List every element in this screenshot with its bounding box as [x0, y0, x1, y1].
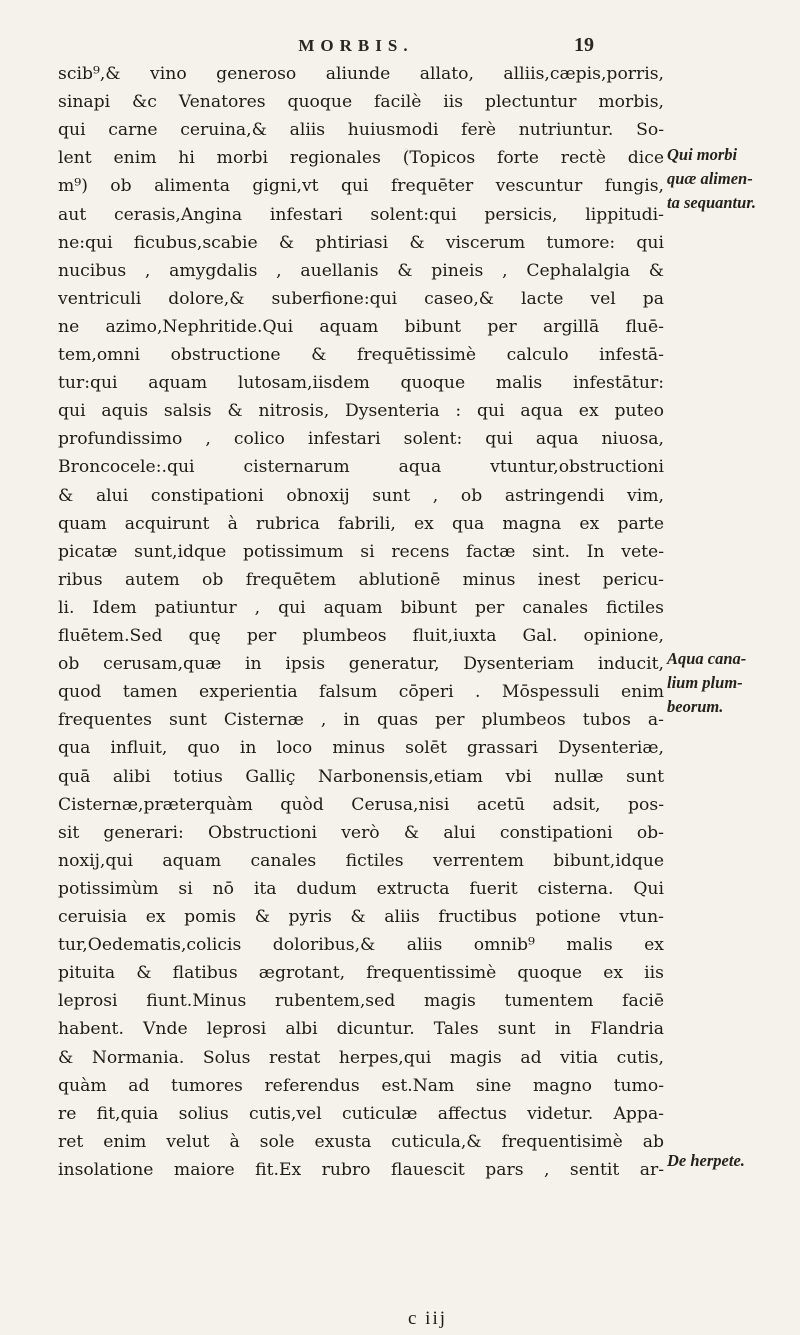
- text-line: quā alibi totius Galliç Narbonensis,etiam vbi nullæ sunt: [58, 766, 664, 787]
- text-line: nucibus , amygdalis , auellanis & pineis , Cephalalgia &: [58, 260, 664, 281]
- text-line: noxij,qui aquam canales fictiles verrentem bibunt,idque: [58, 850, 664, 871]
- text-line: re fit,quia solius cutis,vel cuticulæ affectus videtur. Appa-: [58, 1103, 664, 1124]
- text-line: potissimùm si nō ita dudum extructa fuerit cisterna. Qui: [58, 878, 664, 899]
- text-line: qui aquis salsis & nitrosis, Dysenteria : qui aqua ex puteo: [58, 401, 664, 422]
- margin-note: beorum.: [667, 697, 724, 716]
- text-line: li. Idem patiuntur , qui aquam bibunt per canales fictiles: [58, 597, 664, 618]
- text-line: qui carne ceruina,& aliis huiusmodi ferè nutriuntur. So-: [58, 120, 664, 141]
- text-line: tem,omni obstructione & frequētissimè calculo infestā-: [58, 345, 664, 365]
- text-line: quod tamen experientia falsum cōperi . Mōspessuli enim: [58, 682, 664, 703]
- text-line: aut cerasis,Angina infestari solent:qui persicis, lippitudi-: [58, 204, 664, 225]
- text-line: & alui constipationi obnoxij sunt , ob astringendi vim,: [58, 485, 664, 506]
- text-line: m⁹) ob alimenta gigni,vt qui frequēter vescuntur fungis,: [58, 176, 664, 197]
- running-title: MORBIS.: [298, 36, 414, 55]
- text-line: lent enim hi morbi regionales (Topicos forte rectè dice: [58, 148, 664, 169]
- text-line: ne azimo,Nephritide.Qui aquam bibunt per argillā fluē-: [58, 316, 664, 337]
- text-line: quàm ad tumores referendus est.Nam sine magno tumo-: [58, 1075, 664, 1096]
- text-line: sit generari: Obstructioni verò & alui constipationi ob-: [58, 822, 664, 843]
- text-line: pituita & flatibus ægrotant, frequentissimè quoque ex iis: [58, 963, 664, 984]
- margin-note: lium plum-: [667, 673, 743, 692]
- text-line: fluētem.Sed quę per plumbeos fluit,iuxta Gal. opinione,: [58, 626, 664, 646]
- page-number: 19: [574, 34, 594, 56]
- margin-note: Qui morbi: [667, 145, 738, 164]
- text-line: habent. Vnde leprosi albi dicuntur. Tales sunt in Flandria: [58, 1019, 664, 1040]
- text-line: & Normania. Solus restat herpes,qui magis ad vitia cutis,: [58, 1047, 664, 1068]
- text-line: tur:qui aquam lutosam,iisdem quoque malis infestātur:: [58, 373, 664, 394]
- text-line: quam acquirunt à rubrica fabrili, ex qua magna ex parte: [58, 513, 664, 534]
- margin-note: ta sequantur.: [667, 193, 756, 212]
- text-line: ceruisia ex pomis & pyris & aliis fructibus potione vtun-: [58, 907, 664, 927]
- text-line: ribus autem ob frequētem ablutionē minus inest pericu-: [58, 569, 664, 590]
- text-line: Cisternæ,præterquàm quòd Cerusa,nisi acetū adsit, pos-: [58, 794, 664, 815]
- text-line: sinapi &c Venatores quoque facilè iis plectuntur morbis,: [58, 92, 664, 113]
- text-line: frequentes sunt Cisternæ , in quas per plumbeos tubos a-: [58, 710, 664, 731]
- signature-mark: c iij: [408, 1308, 448, 1329]
- text-line: picatæ sunt,idque potissimum si recens factæ sint. In vete-: [58, 541, 664, 562]
- text-line: scib⁹,& vino generoso aliunde allato, alliis,cæpis,porris,: [58, 64, 664, 84]
- text-line: qua influit, quo in loco minus solēt grassari Dysenteriæ,: [58, 738, 664, 759]
- margin-note: quæ alimen-: [667, 169, 753, 188]
- text-line: Broncocele:.qui cisternarum aqua vtuntur,obstructioni: [58, 457, 664, 478]
- text-line: ventriculi dolore,& suberfione:qui caseo,& lacte vel pa: [58, 288, 664, 309]
- text-line: ob cerusam,quæ in ipsis generatur, Dysenteriam inducit,: [58, 654, 664, 675]
- text-line: ret enim velut à sole exusta cuticula,& frequentisimè ab: [58, 1131, 664, 1152]
- text-line: insolatione maiore fit.Ex rubro flauescit pars , sentit ar-: [58, 1159, 664, 1180]
- text-line: profundissimo , colico infestari solent: qui aqua niuosa,: [58, 429, 664, 450]
- margin-note: Aqua cana-: [667, 649, 747, 668]
- text-line: tur,Oedematis,colicis doloribus,& aliis omnib⁹ malis ex: [58, 935, 664, 956]
- text-line: leprosi fiunt.Minus rubentem,sed magis tumentem faciē: [58, 991, 664, 1012]
- margin-note: De herpete.: [667, 1151, 745, 1170]
- text-line: ne:qui ficubus,scabie & phtiriasi & viscerum tumore: qui: [58, 232, 664, 253]
